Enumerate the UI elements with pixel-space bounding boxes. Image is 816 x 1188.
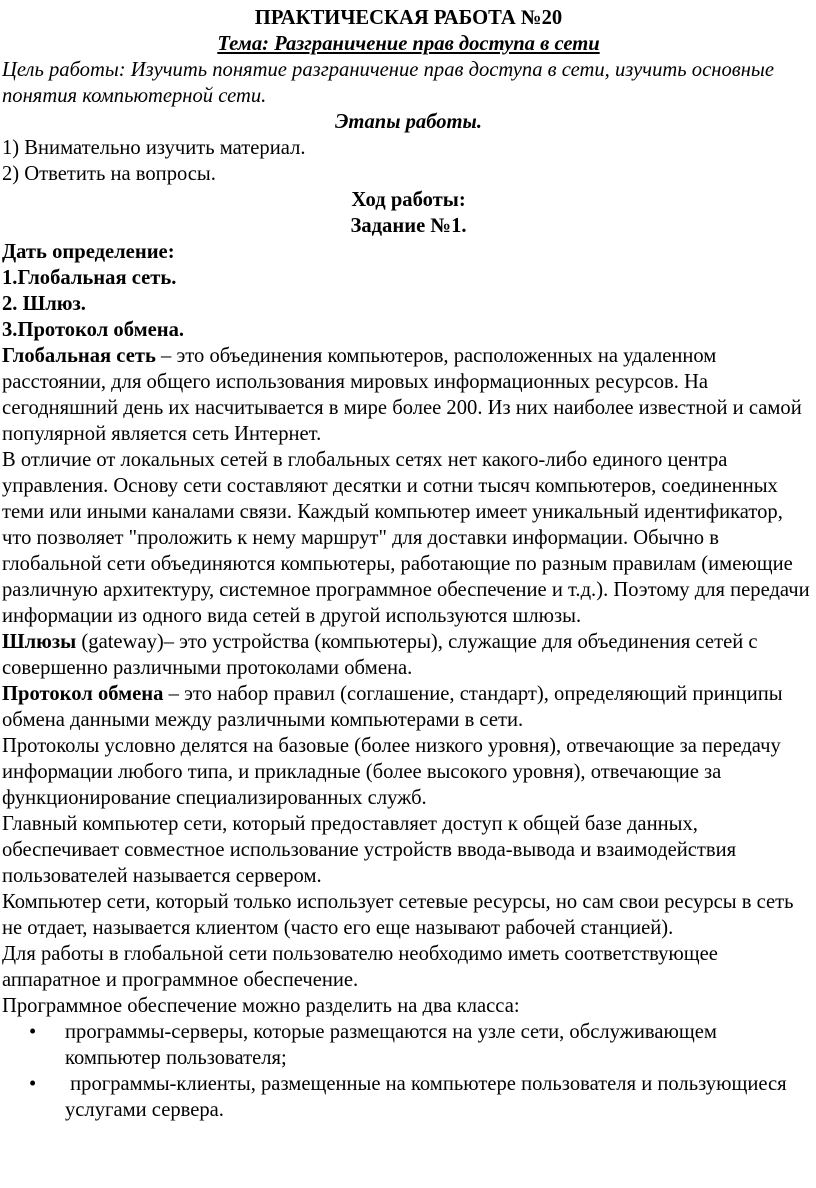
- paragraph-requirements: Для работы в глобальной сети пользователю необходимо иметь соответствующее аппаратное и программное обеспечение.: [2, 943, 718, 991]
- define-item-3: 3.Протокол обмена.: [2, 319, 185, 341]
- bullet-icon: •: [29, 1021, 37, 1043]
- paragraph-server: Главный компьютер сети, который предоставляет доступ к общей базе данных, обеспечивает совместное использование устройств ввода-вывода и взаимодействия пользователей называется сервером.: [2, 813, 737, 887]
- term-gateway: Шлюзы: [2, 631, 77, 653]
- step-item-1: 1) Внимательно изучить материал.: [2, 137, 306, 159]
- page-subtitle: Тема: Разграничение прав доступа в сети: [217, 33, 600, 55]
- stages-heading: Этапы работы.: [335, 111, 482, 133]
- step-item-2: 2) Ответить на вопросы.: [2, 163, 216, 185]
- paragraph-protocol-text: – это набор правил (соглашение, стандарт), определяющий принципы обмена данными между различными компьютерами в сети.: [2, 683, 783, 731]
- list-item: [2, 1071, 815, 1123]
- software-list: [2, 1019, 815, 1123]
- define-item-2: 2. Шлюз.: [2, 293, 86, 315]
- paragraph-global-net-text: – это объединения компьютеров, расположенных на удаленном расстоянии, для общего использования мировых информационных ресурсов. На сегодняшний день их насчитывается в мире более 200. Из них наиболее известной и самой популярной является сеть Интернет.: [2, 345, 802, 445]
- goal-paragraph: Цель работы: Изучить понятие разграничение прав доступа в сети, изучить основные понятия компьютерной сети.: [2, 59, 775, 107]
- work-progress-heading: Ход работы:: [351, 189, 466, 211]
- paragraph-gateway-text: (gateway)– это устройства (компьютеры), служащие для объединения сетей с совершенно различными протоколами обмена.: [2, 631, 758, 679]
- page-title: ПРАКТИЧЕСКАЯ РАБОТА №20: [254, 7, 563, 29]
- paragraph-gateway: [2, 629, 815, 681]
- paragraph-protocol: [2, 681, 815, 733]
- term-global-net: Глобальная сеть: [2, 345, 156, 367]
- define-item-1: 1.Глобальная сеть.: [2, 267, 177, 289]
- define-heading: Дать определение:: [2, 241, 175, 263]
- paragraph-difference: В отличие от локальных сетей в глобальных сетях нет какого-либо единого центра управления. Основу сети составляют десятки и сотни тысяч компьютеров, соединенных теми или иными каналами связи. Каждый компьютер имеет уникальный идентификатор, что позволяет "проложить к нему маршрут" для доставки информации. Обычно в глобальной сети объединяются компьютеры, работающие по разным правилам (имеющие различную архитектуру, системное программное обеспечение и т.д.). Поэтому для передачи информации из одного вида сетей в другой используются шлюзы.: [2, 449, 810, 627]
- paragraph-protocol-types: Протоколы условно делятся на базовые (более низкого уровня), отвечающие за передачу информации любого типа, и прикладные (более высокого уровня), отвечающие за функционирование специализированных служб.: [2, 735, 781, 809]
- paragraph-global-net: [2, 343, 815, 447]
- task-heading: Задание №1.: [350, 215, 467, 237]
- list-item: [2, 1019, 815, 1071]
- list-item-text: программы-клиенты, размещенные на компьютере пользователя и пользующиеся услугами сервера.: [65, 1073, 792, 1121]
- list-item-text: программы-серверы, которые размещаются на узле сети, обслуживающем компьютер пользователя;: [65, 1021, 723, 1069]
- paragraph-client: Компьютер сети, который только использует сетевые ресурсы, но сам свои ресурсы в сеть не отдает, называется клиентом (часто его еще называют рабочей станцией).: [2, 891, 794, 939]
- term-protocol: Протокол обмена: [2, 683, 164, 705]
- paragraph-software-classes: Программное обеспечение можно разделить на два класса:: [2, 995, 520, 1017]
- bullet-icon: •: [29, 1073, 37, 1095]
